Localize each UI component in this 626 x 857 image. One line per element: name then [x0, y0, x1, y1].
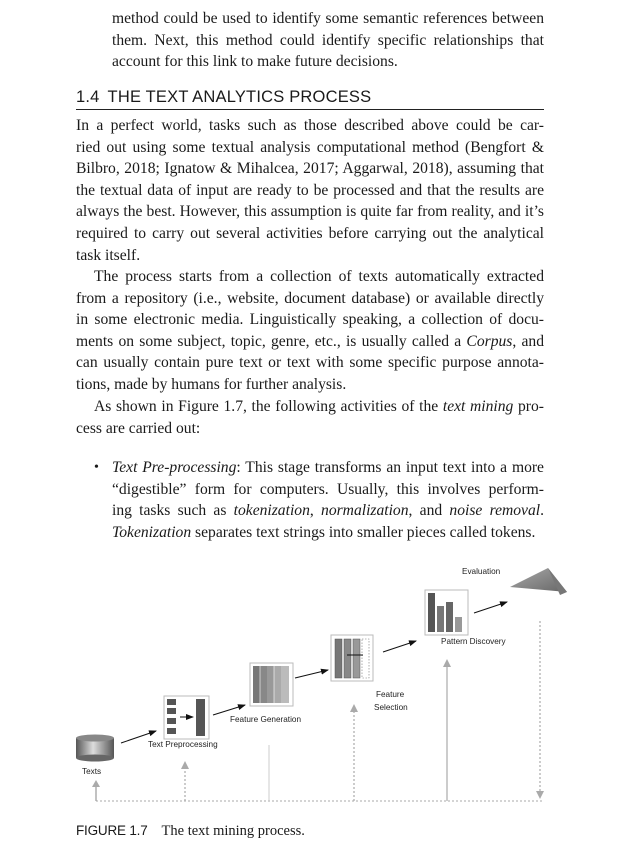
text-line: them. Next, this method could identify specific relationships that: [112, 31, 544, 49]
text-line: can usually contain pure text or text with some specific purpose annota-: [76, 354, 544, 372]
section-title: THE TEXT ANALYTICS PROCESS: [107, 88, 372, 106]
text-segment: .: [540, 502, 544, 520]
stage-label-feature-selection-line1: Feature: [376, 690, 405, 699]
text-segment: pro-: [513, 398, 544, 415]
text-segment: ,: [309, 502, 322, 520]
text-line: in some electronic media. Linguistically speaking, a collection of docu-: [76, 311, 544, 329]
text-line: ried out using some textual analysis computational method (Bengfort &: [76, 138, 544, 156]
emphasis-tokenization: Tokenization: [112, 523, 192, 541]
text-preprocessing-icon: [164, 696, 209, 739]
text-line: cess are carried out:: [76, 419, 201, 437]
bullet-marker: •: [94, 460, 99, 475]
figure-caption-text: The text mining process.: [161, 823, 305, 839]
emphasis-tokenization: tokenization: [233, 502, 310, 520]
text-segment: : This stage transforms an input text into a more: [236, 459, 544, 476]
flow-arrow: [383, 641, 416, 652]
text-segment: , and: [512, 332, 544, 350]
text-segment: ments on some subject, topic, genre, etc., is usually called a: [76, 332, 467, 350]
figure-number: FIGURE 1.7: [76, 823, 148, 838]
emphasis-normalization: normalization: [321, 502, 409, 520]
bullet-item-text-preprocessing: [112, 457, 544, 543]
stage-label-feature-generation: Feature Generation: [230, 715, 302, 724]
flow-arrow: [474, 602, 507, 613]
stage-label-text-preprocessing: Text Preprocessing: [148, 740, 218, 749]
text-line: [112, 522, 544, 544]
bullet-term: Text Pre-processing: [112, 459, 237, 476]
feature-generation-icon: [250, 663, 293, 706]
stage-label-pattern-discovery: Pattern Discovery: [441, 637, 506, 646]
text-segment: , and: [408, 502, 450, 520]
text-line: from a repository (i.e., website, document database) or available directly: [76, 289, 544, 307]
text-line: [76, 396, 544, 418]
figure-caption: [76, 823, 305, 840]
paragraph-2: [76, 266, 544, 396]
feedback-arrow: [443, 659, 451, 801]
text-line: [76, 331, 544, 353]
text-line: always the best. However, this assumption is quite far from reality, and it’s: [76, 203, 544, 221]
feedback-arrow: [92, 780, 100, 801]
text-segment: ing tasks such as: [112, 502, 234, 520]
paragraph-3: [76, 396, 544, 439]
text-line: The process starts from a collection of texts automatically extracted: [94, 268, 544, 285]
emphasis-text-mining: text mining: [442, 398, 514, 415]
flow-arrow: [295, 670, 328, 678]
evaluation-pyramid-icon: [510, 568, 567, 595]
section-heading: [76, 88, 544, 110]
texts-database-icon: [76, 735, 114, 762]
text-line: task itself.: [76, 246, 141, 264]
section-number: 1.4: [76, 88, 100, 106]
paragraph-1: [76, 115, 544, 266]
continuation-paragraph: [112, 8, 544, 73]
text-line: Bilbro, 2018; Ignatow & Mihalcea, 2017; Aggarwal, 2018), assuming that: [76, 160, 544, 178]
text-line: In a perfect world, tasks such as those described above could be car-: [76, 117, 544, 134]
text-line: [112, 457, 544, 479]
text-segment: separates text strings into smaller pieces called tokens.: [191, 523, 536, 541]
text-line: required to carry out several activities before carrying out the analytical: [76, 224, 544, 242]
feedback-arrow: [350, 704, 358, 801]
text-mining-process-figure: [70, 555, 570, 815]
stage-label-evaluation: Evaluation: [462, 567, 501, 576]
feedback-loop: [92, 621, 544, 801]
text-line: the textual data of input are ready to be processed and that the results are: [76, 181, 544, 199]
stage-label-feature-selection-line2: Selection: [374, 703, 408, 712]
emphasis-corpus: Corpus: [466, 332, 513, 350]
text-line: “digestible” form for computers. Usually, this involves perform-: [112, 480, 544, 498]
feedback-arrow-down: [536, 621, 544, 799]
feedback-arrow: [181, 761, 189, 801]
flow-arrow: [213, 705, 245, 715]
text-line: account for this link to make future decisions.: [112, 53, 398, 71]
feature-selection-icon: [331, 635, 373, 681]
text-line: tions, made by humans for further analysis.: [76, 375, 347, 393]
text-line: [112, 500, 544, 522]
text-line: method could be used to identify some semantic references between: [112, 10, 544, 27]
text-segment: As shown in Figure 1.7, the following activities of the: [94, 398, 443, 415]
emphasis-noise-removal: noise removal: [449, 502, 541, 520]
pattern-discovery-icon: [425, 590, 468, 635]
stage-label-texts: Texts: [82, 767, 102, 776]
